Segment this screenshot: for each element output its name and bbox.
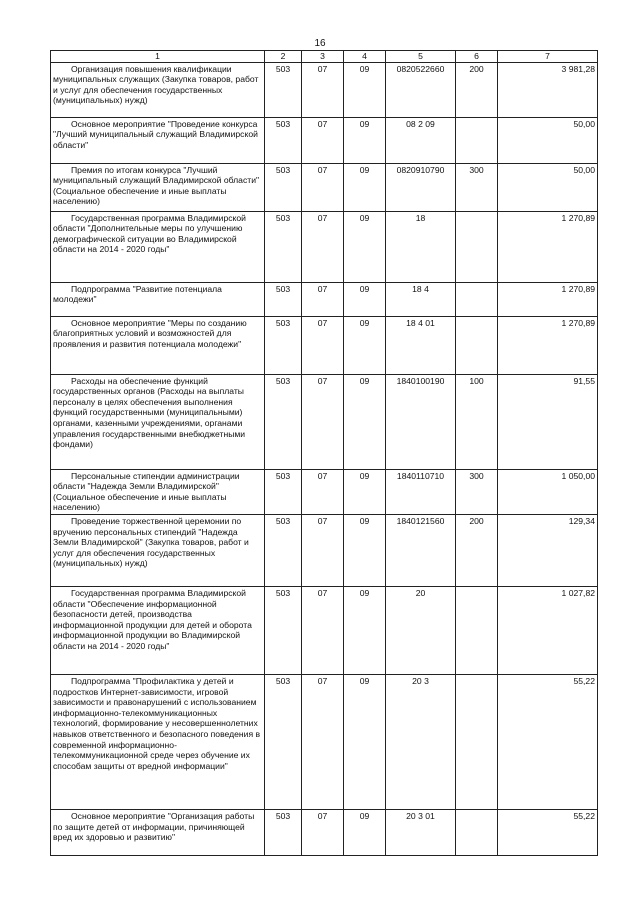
row-vr — [456, 674, 498, 809]
row-csr: 18 — [386, 211, 456, 282]
row-pr: 09 — [344, 163, 386, 211]
col-header-7: 7 — [498, 51, 598, 63]
row-csr: 18 4 — [386, 282, 456, 316]
row-sum: 1 050,00 — [498, 469, 598, 514]
row-vr — [456, 282, 498, 316]
row-pr: 09 — [344, 117, 386, 163]
row-ved: 503 — [265, 674, 302, 809]
row-rz: 07 — [302, 514, 344, 586]
row-ved: 503 — [265, 514, 302, 586]
row-pr: 09 — [344, 374, 386, 469]
row-ved: 503 — [265, 62, 302, 117]
row-name: Расходы на обеспечение функций государственных органов (Расходы на выплаты персоналу в целях обеспечения выполнения функций государственными (муниципальными) органами, казенными учреждениями, органами управления государственными внебюджетными фондами) — [51, 374, 265, 469]
row-name: Основное мероприятие "Проведение конкурса "Лучший муниципальный служащий Владимирской области" — [51, 117, 265, 163]
row-name: Основное мероприятие "Организация работы по защите детей от информации, причиняющей вред их здоровью и развитию" — [51, 809, 265, 855]
row-ved: 503 — [265, 469, 302, 514]
row-rz: 07 — [302, 469, 344, 514]
row-csr: 1840110710 — [386, 469, 456, 514]
table-row — [51, 586, 598, 674]
row-name: Организация повышения квалификации муниципальных служащих (Закупка товаров, работ и услуг для обеспечения государственных (муниципальных) нужд) — [51, 62, 265, 117]
row-rz: 07 — [302, 62, 344, 117]
row-csr: 08 2 09 — [386, 117, 456, 163]
col-header-3: 3 — [302, 51, 344, 63]
row-rz: 07 — [302, 374, 344, 469]
row-pr: 09 — [344, 809, 386, 855]
row-vr: 300 — [456, 469, 498, 514]
row-vr — [456, 586, 498, 674]
header-row — [51, 51, 598, 63]
row-vr — [456, 211, 498, 282]
table-row — [51, 316, 598, 374]
row-pr: 09 — [344, 316, 386, 374]
row-pr: 09 — [344, 514, 386, 586]
row-csr: 1840121560 — [386, 514, 456, 586]
row-pr: 09 — [344, 62, 386, 117]
row-ved: 503 — [265, 163, 302, 211]
row-sum: 1 270,89 — [498, 282, 598, 316]
table-row — [51, 514, 598, 586]
row-ved: 503 — [265, 809, 302, 855]
row-sum: 1 270,89 — [498, 316, 598, 374]
row-vr — [456, 316, 498, 374]
col-header-1: 1 — [51, 51, 265, 63]
row-rz: 07 — [302, 674, 344, 809]
budget-table — [50, 50, 598, 856]
col-header-6: 6 — [456, 51, 498, 63]
row-name: Государственная программа Владимирской области "Обеспечение информационной безопасности детей, производства информационной продукции для детей и оборота информационной продукции во Владимирской области на 2014 - 2020 годы" — [51, 586, 265, 674]
table-row — [51, 163, 598, 211]
row-ved: 503 — [265, 282, 302, 316]
row-name: Подпрограмма "Профилактика у детей и подростков Интернет-зависимости, игровой зависимости и правонарушений с использованием информационно-телекоммуникационных технологий, формирование у несовершеннолетних навыков ответственного и безопасного поведения в современной информационно-телекоммуникационной среде через обучение их способам защиты от вредной информации" — [51, 674, 265, 809]
row-csr: 0820910790 — [386, 163, 456, 211]
row-name: Государственная программа Владимирской области "Дополнительные меры по улучшению демографической ситуации во Владимирской области на 2014 - 2020 годы" — [51, 211, 265, 282]
row-name: Персональные стипендии администрации области "Надежда Земли Владимирской" (Социальное обеспечение и иные выплаты населению) — [51, 469, 265, 514]
row-name: Подпрограмма "Развитие потенциала молодежи" — [51, 282, 265, 316]
row-vr: 300 — [456, 163, 498, 211]
row-vr: 100 — [456, 374, 498, 469]
page-number: 16 — [314, 38, 326, 49]
row-ved: 503 — [265, 316, 302, 374]
row-pr: 09 — [344, 282, 386, 316]
row-csr: 20 3 01 — [386, 809, 456, 855]
row-rz: 07 — [302, 282, 344, 316]
row-sum: 91,55 — [498, 374, 598, 469]
row-rz: 07 — [302, 117, 344, 163]
row-sum: 55,22 — [498, 674, 598, 809]
row-rz: 07 — [302, 163, 344, 211]
table-row — [51, 809, 598, 855]
row-pr: 09 — [344, 586, 386, 674]
row-ved: 503 — [265, 211, 302, 282]
table-row — [51, 282, 598, 316]
row-sum: 1 270,89 — [498, 211, 598, 282]
table-row — [51, 62, 598, 117]
row-vr — [456, 809, 498, 855]
row-rz: 07 — [302, 211, 344, 282]
table-row — [51, 117, 598, 163]
row-pr: 09 — [344, 674, 386, 809]
row-csr: 20 3 — [386, 674, 456, 809]
row-sum: 55,22 — [498, 809, 598, 855]
row-ved: 503 — [265, 586, 302, 674]
row-name: Проведение торжественной церемонии по вручению персональных стипендий "Надежда Земли Владимирской" (Закупка товаров, работ и услуг для обеспечения государственных (муниципальных) нужд) — [51, 514, 265, 586]
table-row — [51, 674, 598, 809]
col-header-5: 5 — [386, 51, 456, 63]
row-csr: 1840100190 — [386, 374, 456, 469]
row-vr — [456, 117, 498, 163]
row-pr: 09 — [344, 211, 386, 282]
row-sum: 3 981,28 — [498, 62, 598, 117]
row-csr: 18 4 01 — [386, 316, 456, 374]
row-sum: 50,00 — [498, 163, 598, 211]
row-vr: 200 — [456, 514, 498, 586]
row-sum: 50,00 — [498, 117, 598, 163]
row-sum: 1 027,82 — [498, 586, 598, 674]
row-csr: 20 — [386, 586, 456, 674]
row-rz: 07 — [302, 586, 344, 674]
row-csr: 0820522660 — [386, 62, 456, 117]
row-rz: 07 — [302, 316, 344, 374]
row-name: Основное мероприятие "Меры по созданию благоприятных условий и возможностей для проявления и развития потенциала молодежи" — [51, 316, 265, 374]
row-name: Премия по итогам конкурса "Лучший муниципальный служащий Владимирской области" (Социальное обеспечение и иные выплаты населению) — [51, 163, 265, 211]
row-ved: 503 — [265, 374, 302, 469]
row-pr: 09 — [344, 469, 386, 514]
row-rz: 07 — [302, 809, 344, 855]
table-row — [51, 469, 598, 514]
table-row — [51, 374, 598, 469]
row-sum: 129,34 — [498, 514, 598, 586]
row-ved: 503 — [265, 117, 302, 163]
row-vr: 200 — [456, 62, 498, 117]
col-header-2: 2 — [265, 51, 302, 63]
table-row — [51, 211, 598, 282]
col-header-4: 4 — [344, 51, 386, 63]
